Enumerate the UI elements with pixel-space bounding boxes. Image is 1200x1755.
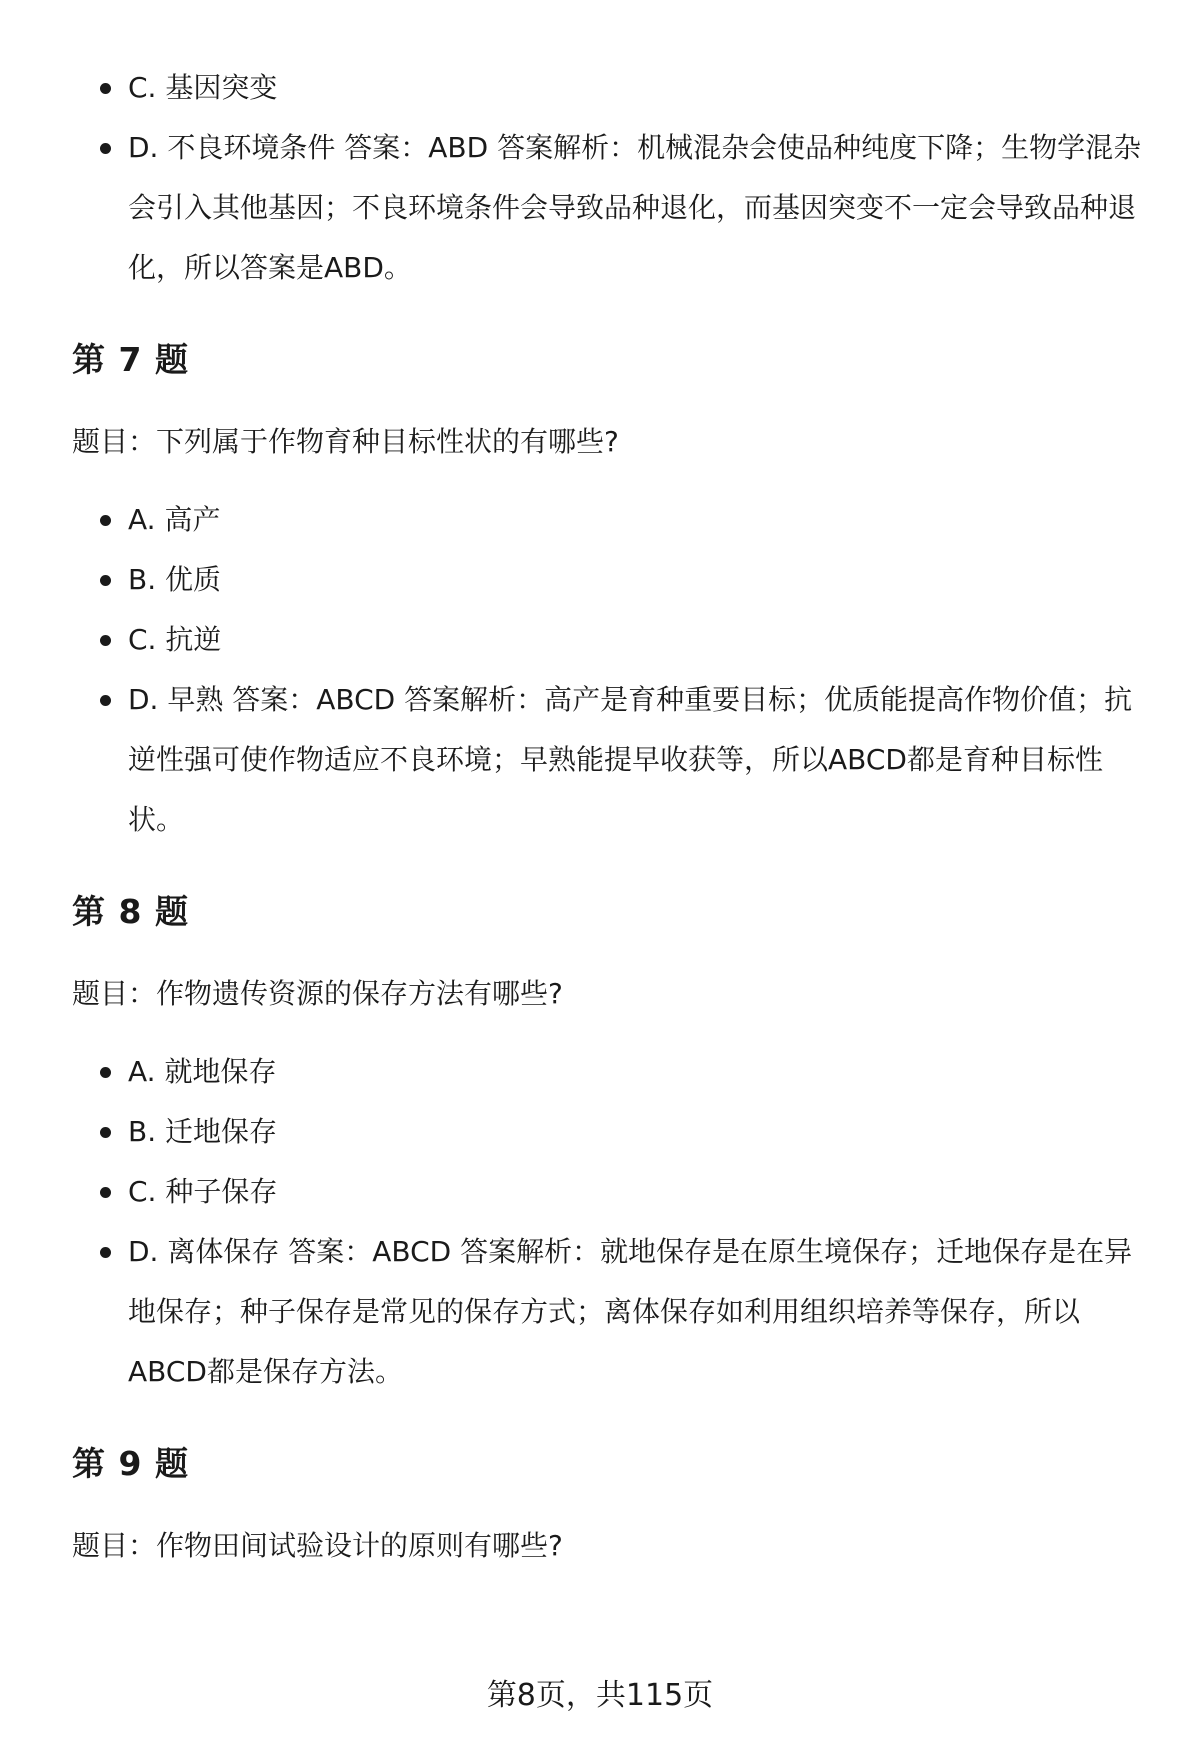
option-a	[72, 490, 1147, 550]
option-b	[72, 1102, 1147, 1162]
bullet-icon	[100, 1067, 111, 1078]
bullet-icon	[100, 143, 111, 154]
question-8-title: 第 8 题	[72, 892, 189, 931]
page-number-footer: 第8页，共115页	[486, 1678, 714, 1713]
option-c	[72, 58, 1147, 118]
bullet-icon	[100, 515, 111, 526]
option-text: A. 高产	[128, 503, 221, 536]
option-c	[72, 1162, 1147, 1222]
option-d-with-answer	[72, 118, 1147, 298]
option-text: D. 离体保存 答案：ABCD 答案解析：就地保存是在原生境保存；迁地保存是在异地保存；种子保存是常见的保存方式；离体保存如利用组织培养等保存，所以ABCD都是保存方法。	[128, 1235, 1133, 1388]
question-8-options	[72, 1042, 1147, 1402]
question-9-title: 第 9 题	[72, 1444, 189, 1483]
option-text: C. 抗逆	[128, 623, 222, 656]
bullet-icon	[100, 695, 111, 706]
bullet-icon	[100, 83, 111, 94]
bullet-icon	[100, 1127, 111, 1138]
bullet-icon	[100, 1187, 111, 1198]
bullet-icon	[100, 575, 111, 586]
option-text: D. 早熟 答案：ABCD 答案解析：高产是育种重要目标；优质能提高作物价值；抗逆性强可使作物适应不良环境；早熟能提早收获等，所以ABCD都是育种目标性状。	[128, 683, 1133, 836]
option-text: B. 迁地保存	[128, 1115, 278, 1148]
option-c	[72, 610, 1147, 670]
page-content	[72, 58, 1147, 1568]
question-7-text: 题目：下列属于作物育种目标性状的有哪些?	[72, 425, 619, 458]
question-7-title: 第 7 题	[72, 340, 189, 379]
option-a	[72, 1042, 1147, 1102]
prev-question-options	[72, 58, 1147, 298]
option-text: C. 种子保存	[128, 1175, 278, 1208]
bullet-icon	[100, 1247, 111, 1258]
option-text: C. 基因突变	[128, 71, 278, 104]
question-9-text: 题目：作物田间试验设计的原则有哪些?	[72, 1529, 563, 1562]
option-d-with-answer	[72, 670, 1147, 850]
question-8-text: 题目：作物遗传资源的保存方法有哪些?	[72, 977, 563, 1010]
option-text: D. 不良环境条件 答案：ABD 答案解析：机械混杂会使品种纯度下降；生物学混杂会引入其他基因；不良环境条件会导致品种退化，而基因突变不一定会导致品种退化，所以答案是ABD。	[128, 131, 1142, 284]
question-7-options	[72, 490, 1147, 850]
option-text: A. 就地保存	[128, 1055, 277, 1088]
option-d-with-answer	[72, 1222, 1147, 1402]
option-b	[72, 550, 1147, 610]
bullet-icon	[100, 635, 111, 646]
option-text: B. 优质	[128, 563, 222, 596]
